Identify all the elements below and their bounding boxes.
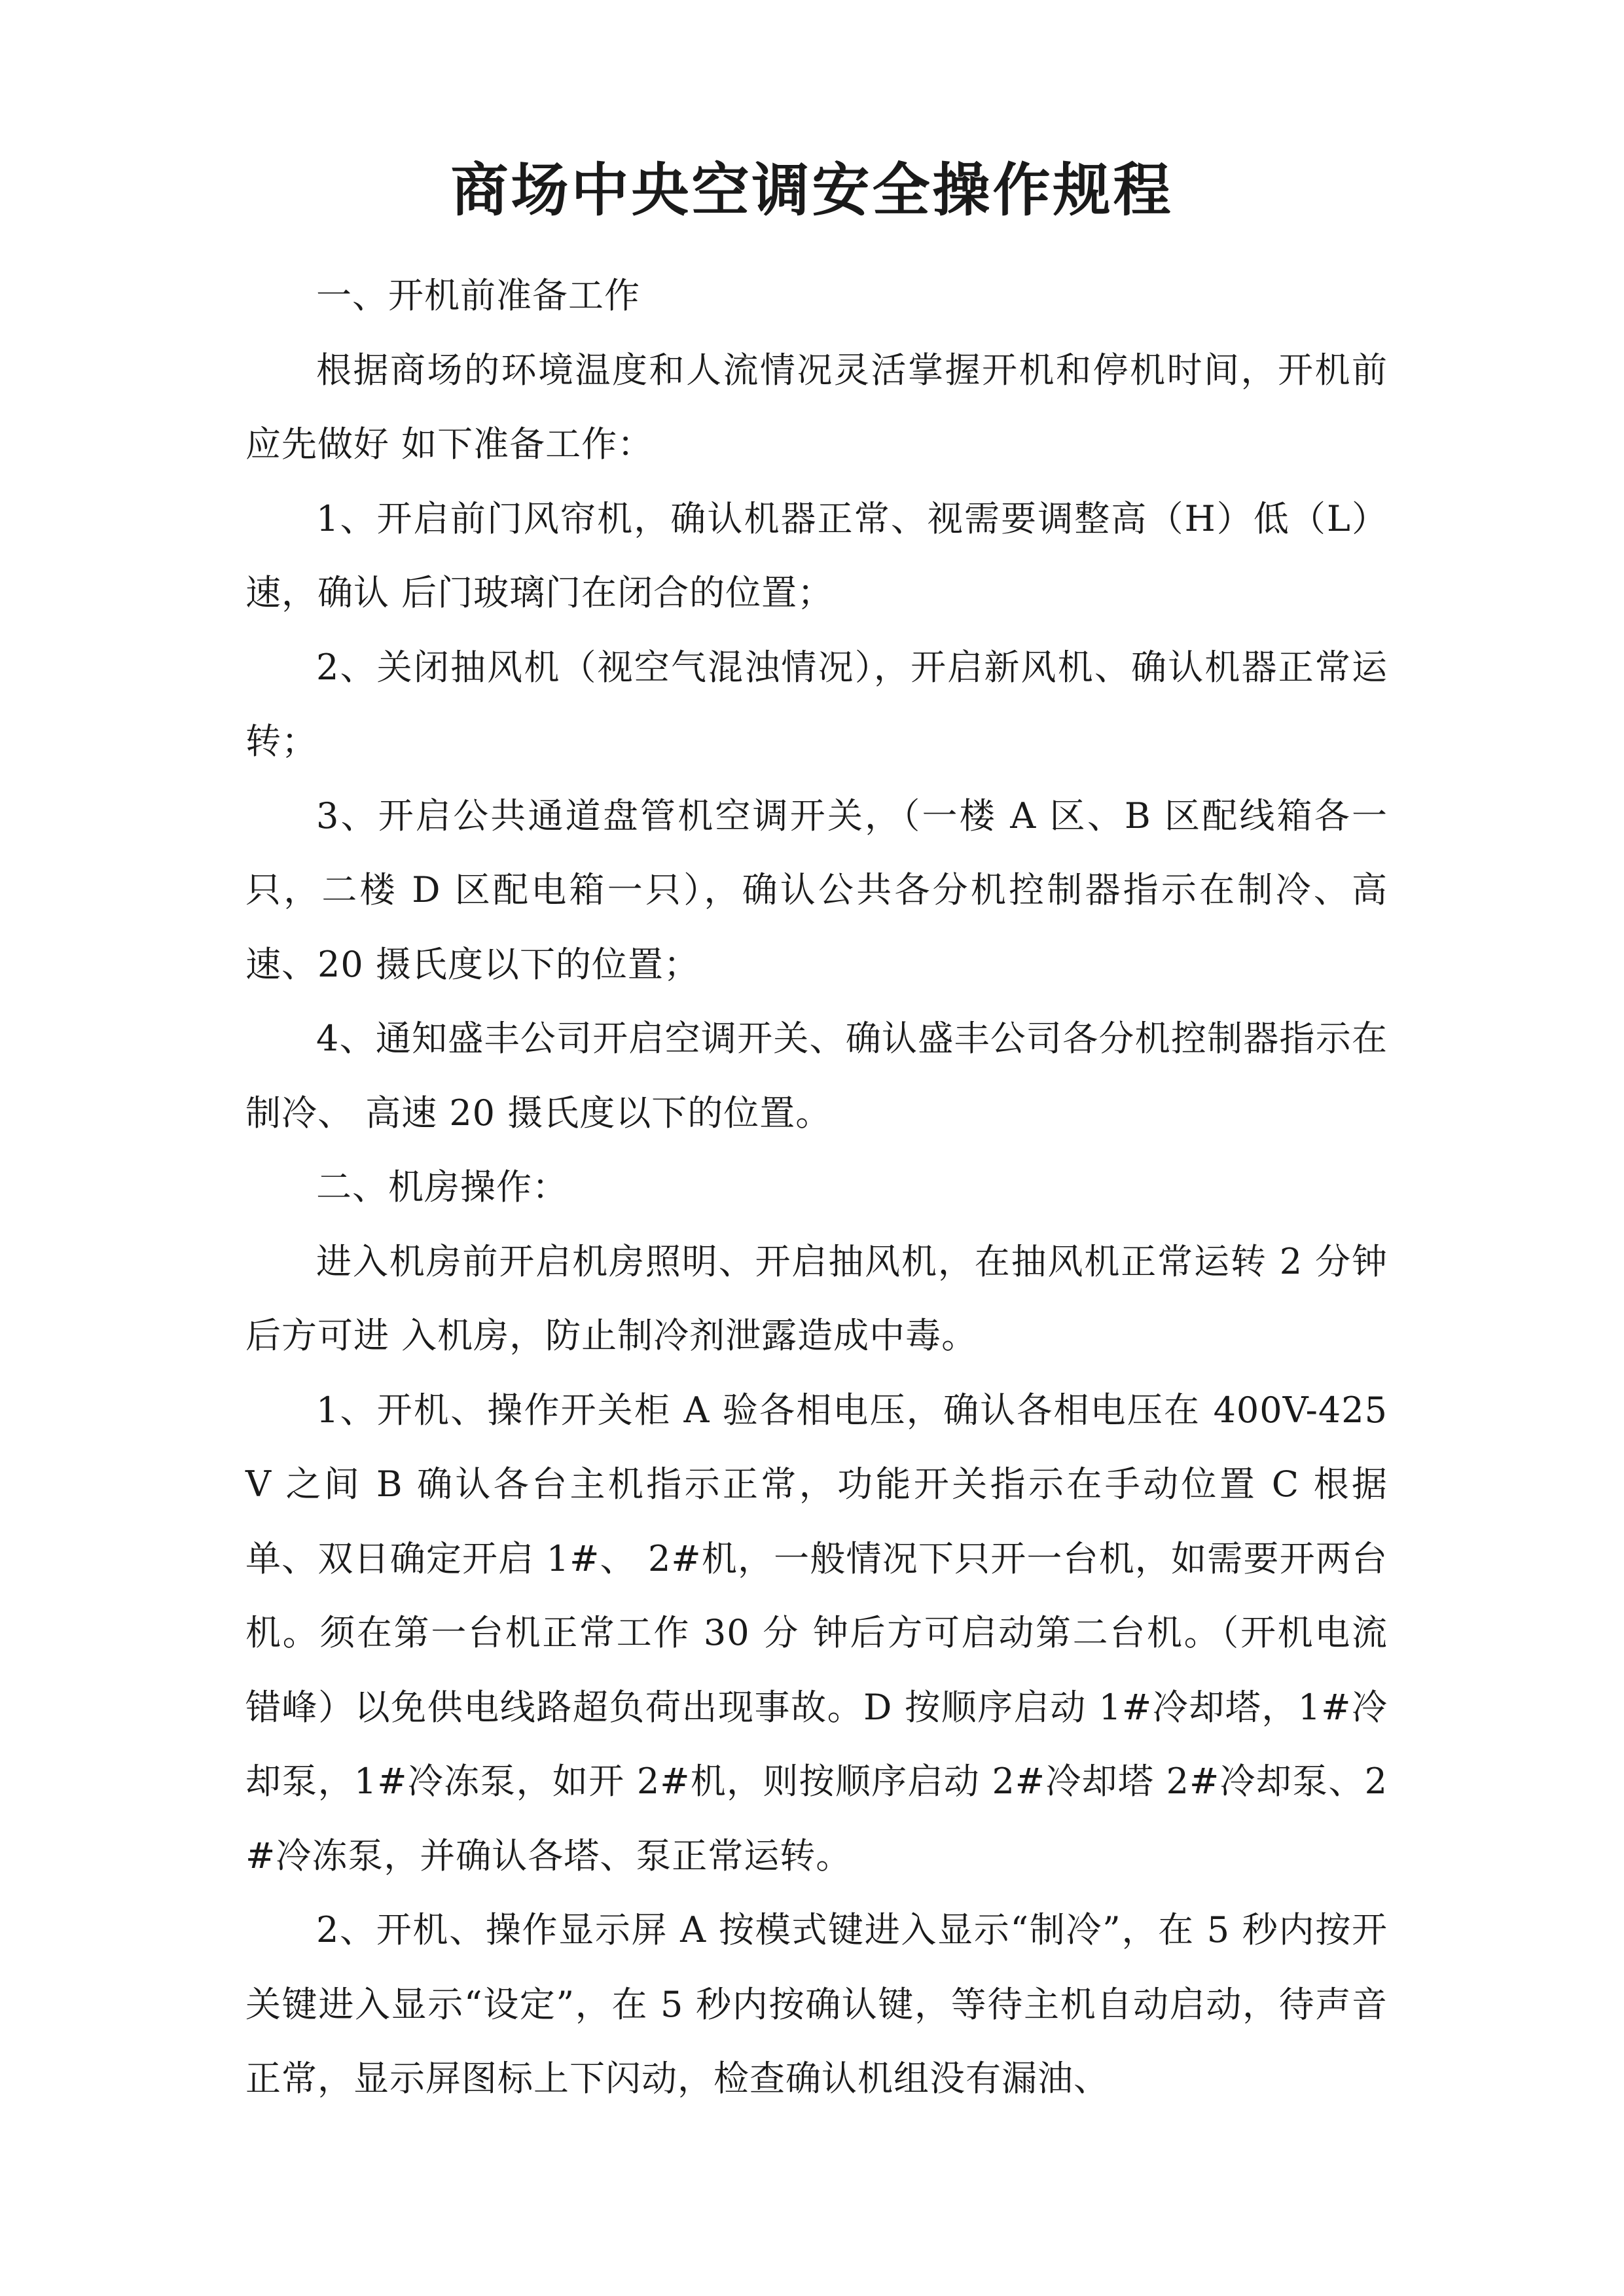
- document-title: 商场中央空调安全操作规程: [450, 156, 1174, 224]
- document-body: [245, 259, 1388, 2116]
- section-heading-pre-start: 一、开机前准备工作: [316, 275, 640, 316]
- list-item: 1、开机、操作开关柜 A 验各相电压，确认各相电压在 400V-425V 之间 B 确认各台主机指示正常，功能开关指示在手动位置 C 根据单、双日确定开启 1#、 2#机，一般情况下只开一台机，如需要开两台机。须在第一台机正常工作 30 分 钟后方可启动第二台机。（开机电流错峰）以免供电线路超负荷出现事故。D 按顺序启动 1#冷却塔，1#冷却泵，1#冷冻泵，如开 2#机，则按顺序启动 2#冷却塔 2#冷却泵、2#冷冻泵，并确认各塔、泵正常运转。: [245, 1389, 1388, 1876]
- list-item: 2、开机、操作显示屏 A 按模式键进入显示“制冷”，在 5 秒内按开关键进入显示“设定”，在 5 秒内按确认键，等待主机自动启动，待声音正常，显示屏图标上下闪动，检查确认机组没有漏油、: [245, 1909, 1388, 2099]
- list-item: 2、关闭抽风机（视空气混浊情况），开启新风机、确认机器正常运转；: [245, 646, 1388, 762]
- paragraph: 进入机房前开启机房照明、开启抽风机，在抽风机正常运转 2 分钟后方可进 入机房，防止制冷剂泄露造成中毒。: [245, 1240, 1388, 1356]
- list-item: 3、开启公共通道盘管机空调开关，（一楼 A 区、B 区配线箱各一只，二楼 D 区配电箱一只），确认公共各分机控制器指示在制冷、高速、20 摄氏度以下的位置；: [245, 795, 1388, 985]
- list-item: 4、通知盛丰公司开启空调开关、确认盛丰公司各分机控制器指示在制冷、 高速 20 摄氏度以下的位置。: [245, 1018, 1388, 1134]
- paragraph: 根据商场的环境温度和人流情况灵活掌握开机和停机时间，开机前应先做好 如下准备工作：: [245, 349, 1388, 465]
- section-heading-machine-room: 二、机房操作：: [316, 1166, 568, 1208]
- list-item: 1、开启前门风帘机，确认机器正常、视需要调整高（H）低（L）速，确认 后门玻璃门在闭合的位置；: [245, 497, 1388, 613]
